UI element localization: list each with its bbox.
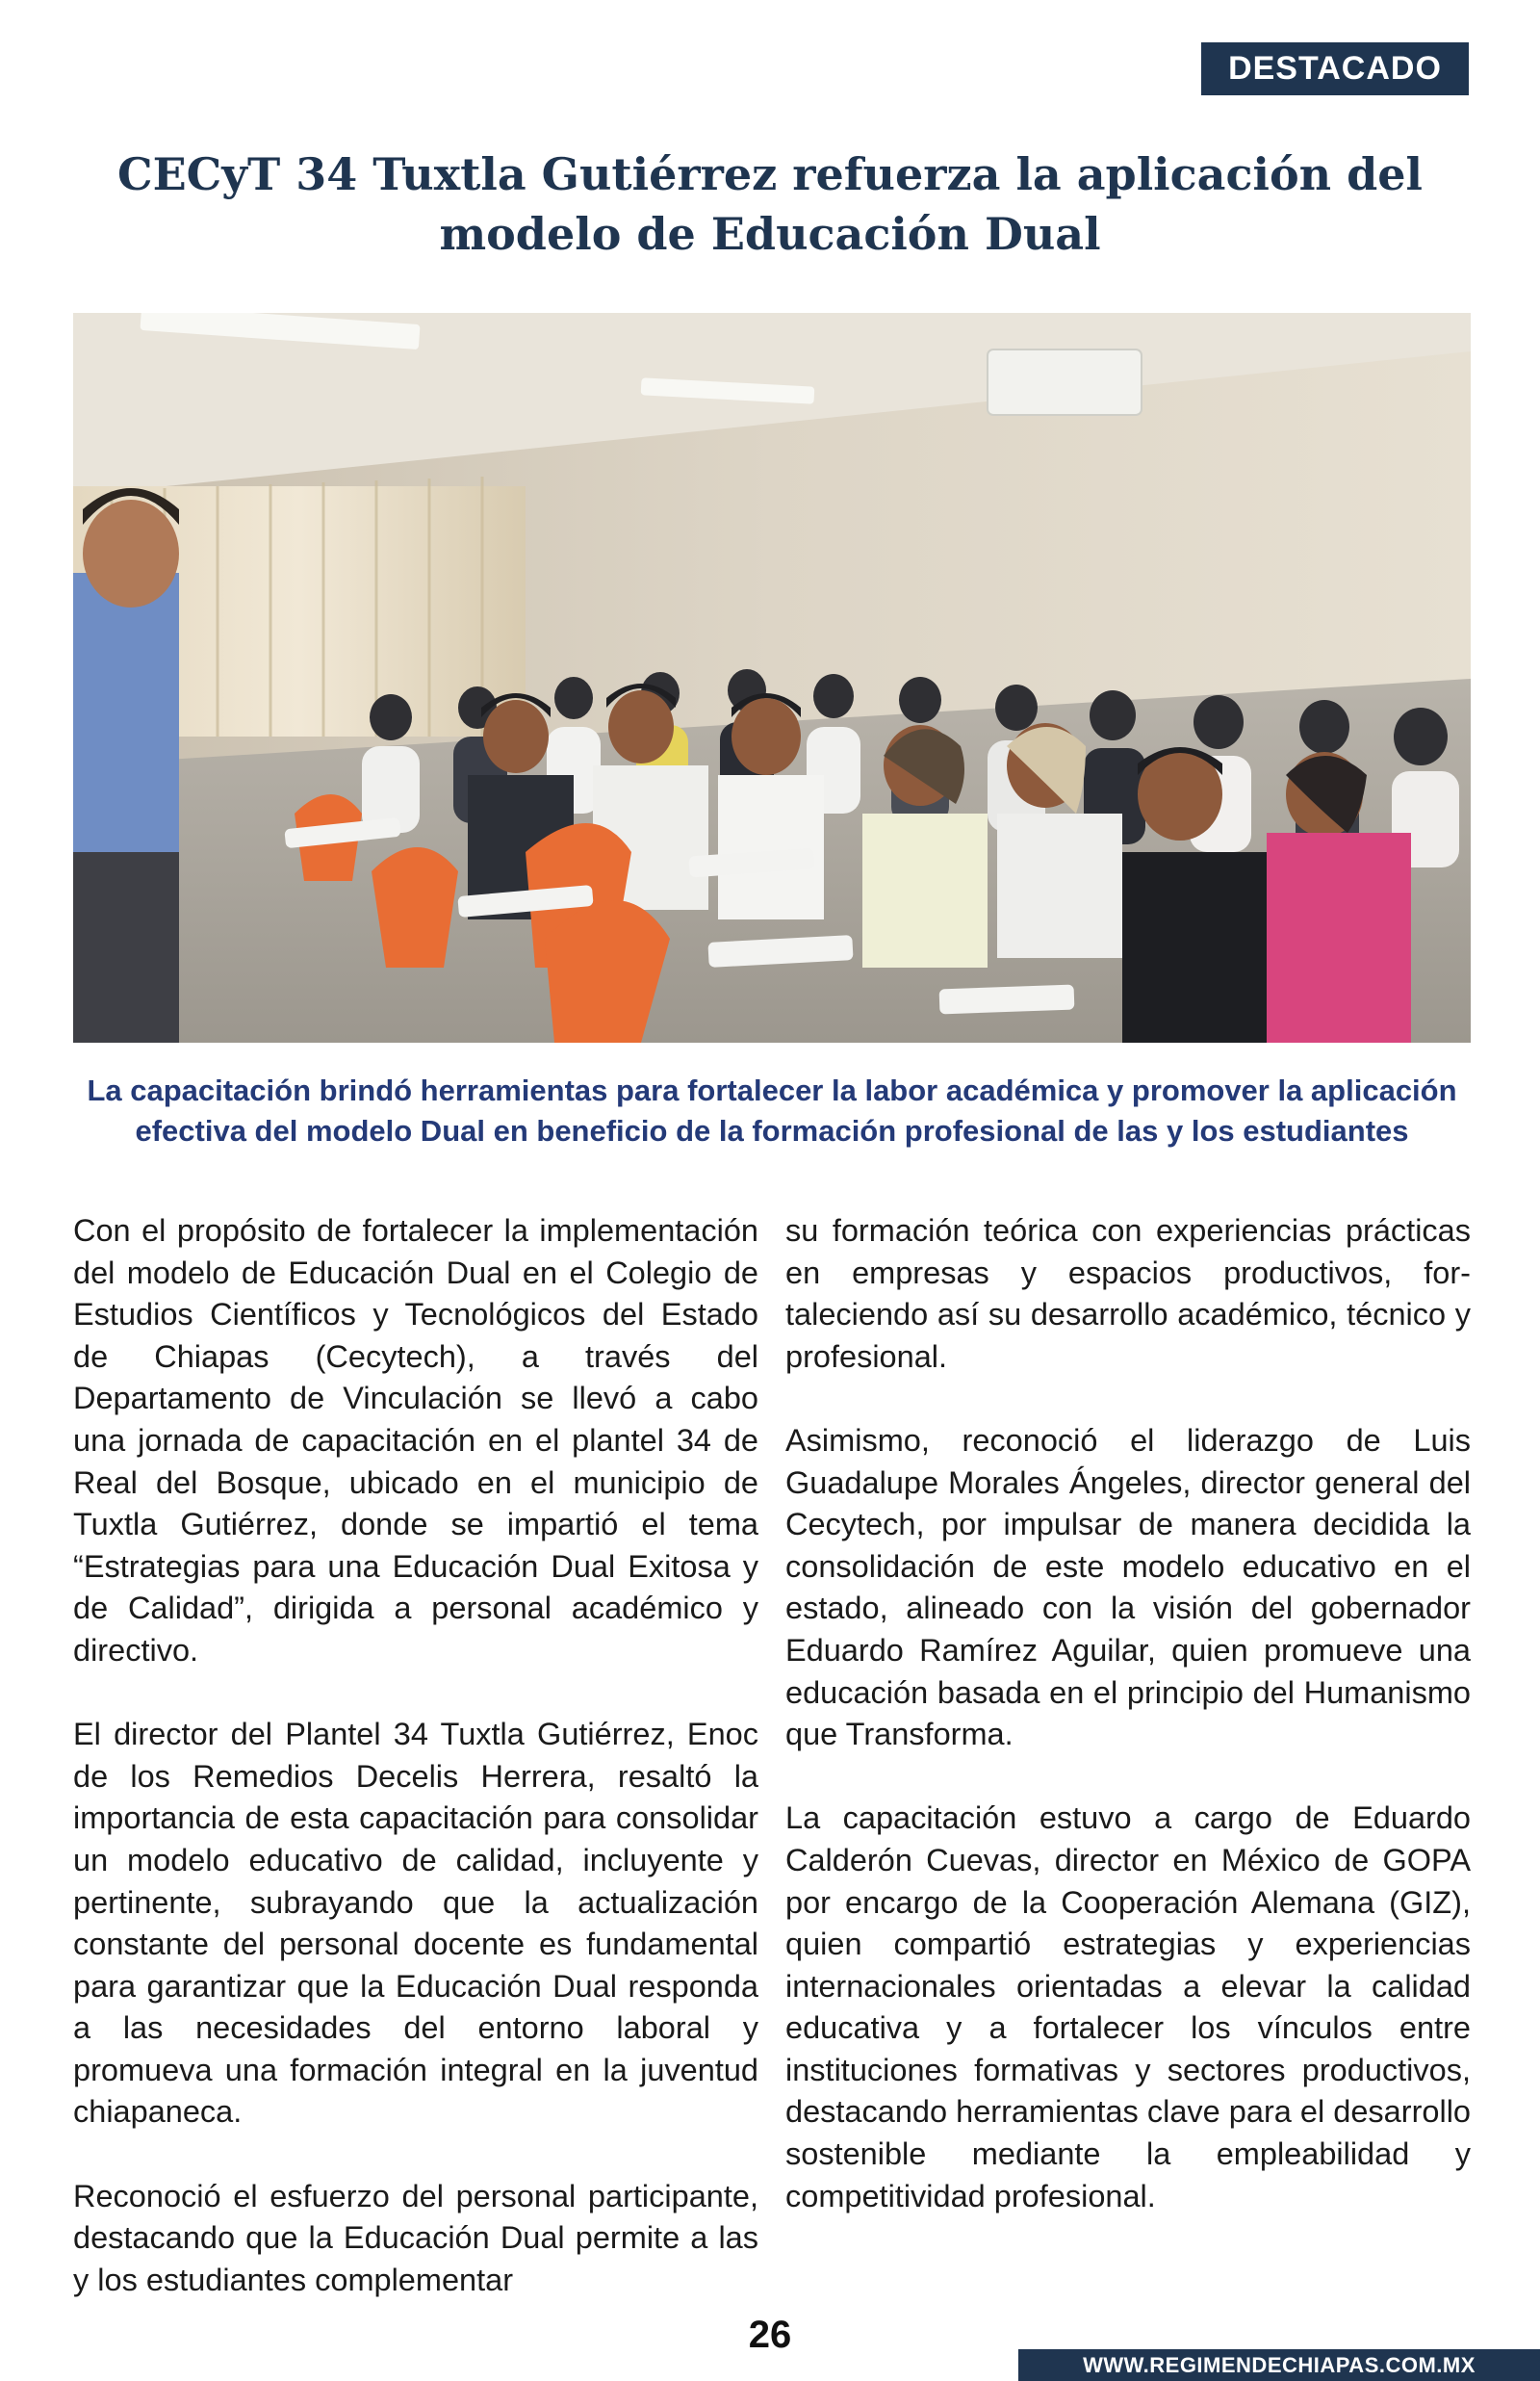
paragraph: La capacitación estuvo a cargo de Eduardo Calderón Cuevas, director en México de GOPA por encargo de la Cooperación Alemana (GIZ), quien compartió estrategias y experiencias internacionales orientadas a elevar la calidad educativa y a fortalecer los vínculos entre instituciones formativas y sectores productivos, destacando herramientas clave para el desarrollo sostenible mediante la empleabilidad y competitividad profesional. <box>785 1800 1471 2213</box>
body-column-left <box>73 1210 758 2301</box>
page-number: 26 <box>748 2314 792 2356</box>
section-tag: DESTACADO <box>1201 42 1469 95</box>
paragraph: Con el propósito de fortalecer la implementación del modelo de Educación Dual en el Colegio de Estudios Científicos y Tecnológicos del Estado de Chiapas (Cecytech), a través del Departamento de Vinculación se llevó a cabo una jornada de capacitación en el plantel 34 de Real del Bosque, ubicado en el municipio de Tuxtla Gutiérrez, donde se impartió el tema “Estrategias para una Educación Dual Exitosa y de Calidad”, dirigida a personal académico y directivo. <box>73 1213 758 1668</box>
paragraph: El director del Plantel 34 Tuxtla Gutiérrez, Enoc de los Remedios Decelis Herrera, resaltó la importancia de esta capacitación para consolidar un modelo educativo de calidad, incluyente y pertinente, subrayando que la actualización constante del personal docente es fundamental para garantizar que la Educación Dual responda a las necesidades del entorno laboral y promueva una formación integral en la juventud chiapaneca. <box>73 1717 758 2130</box>
body-column-right <box>785 1210 1471 2217</box>
paragraph: su formación teórica con experiencias prácticas en empresas y espacios productivos, fortaleciendo así su desarrollo académico, técnico y profesional. <box>785 1213 1471 1374</box>
photo-caption: La capacitación brindó herramientas para fortalecer la labor académica y promover la aplicación efectiva del modelo Dual en beneficio de la formación profesional de las y los estudiantes <box>87 1074 1457 1148</box>
paragraph: Reconoció el esfuerzo del personal participante, destacando que la Educación Dual permite a las y los estudiantes complementar <box>73 2178 758 2297</box>
footer-url: WWW.REGIMENDECHIAPAS.COM.MX <box>1018 2349 1540 2381</box>
paragraph: Asimismo, reconoció el liderazgo de Luis Guadalupe Morales Ángeles, director general del Cecytech, por impulsar de manera decidida la consolidación de este modelo educativo en el estado, alineado con la visión del gobernador Eduardo Ramírez Aguilar, quien promueve una educación basada en el principio del Humanismo que Transforma. <box>785 1422 1471 1752</box>
headline: CECyT 34 Tuxtla Gutiérrez refuerza la aplicación del modelo de Educación Dual <box>116 148 1424 260</box>
classroom-photo-illustration <box>73 313 1471 1043</box>
article-photo <box>73 313 1471 1043</box>
